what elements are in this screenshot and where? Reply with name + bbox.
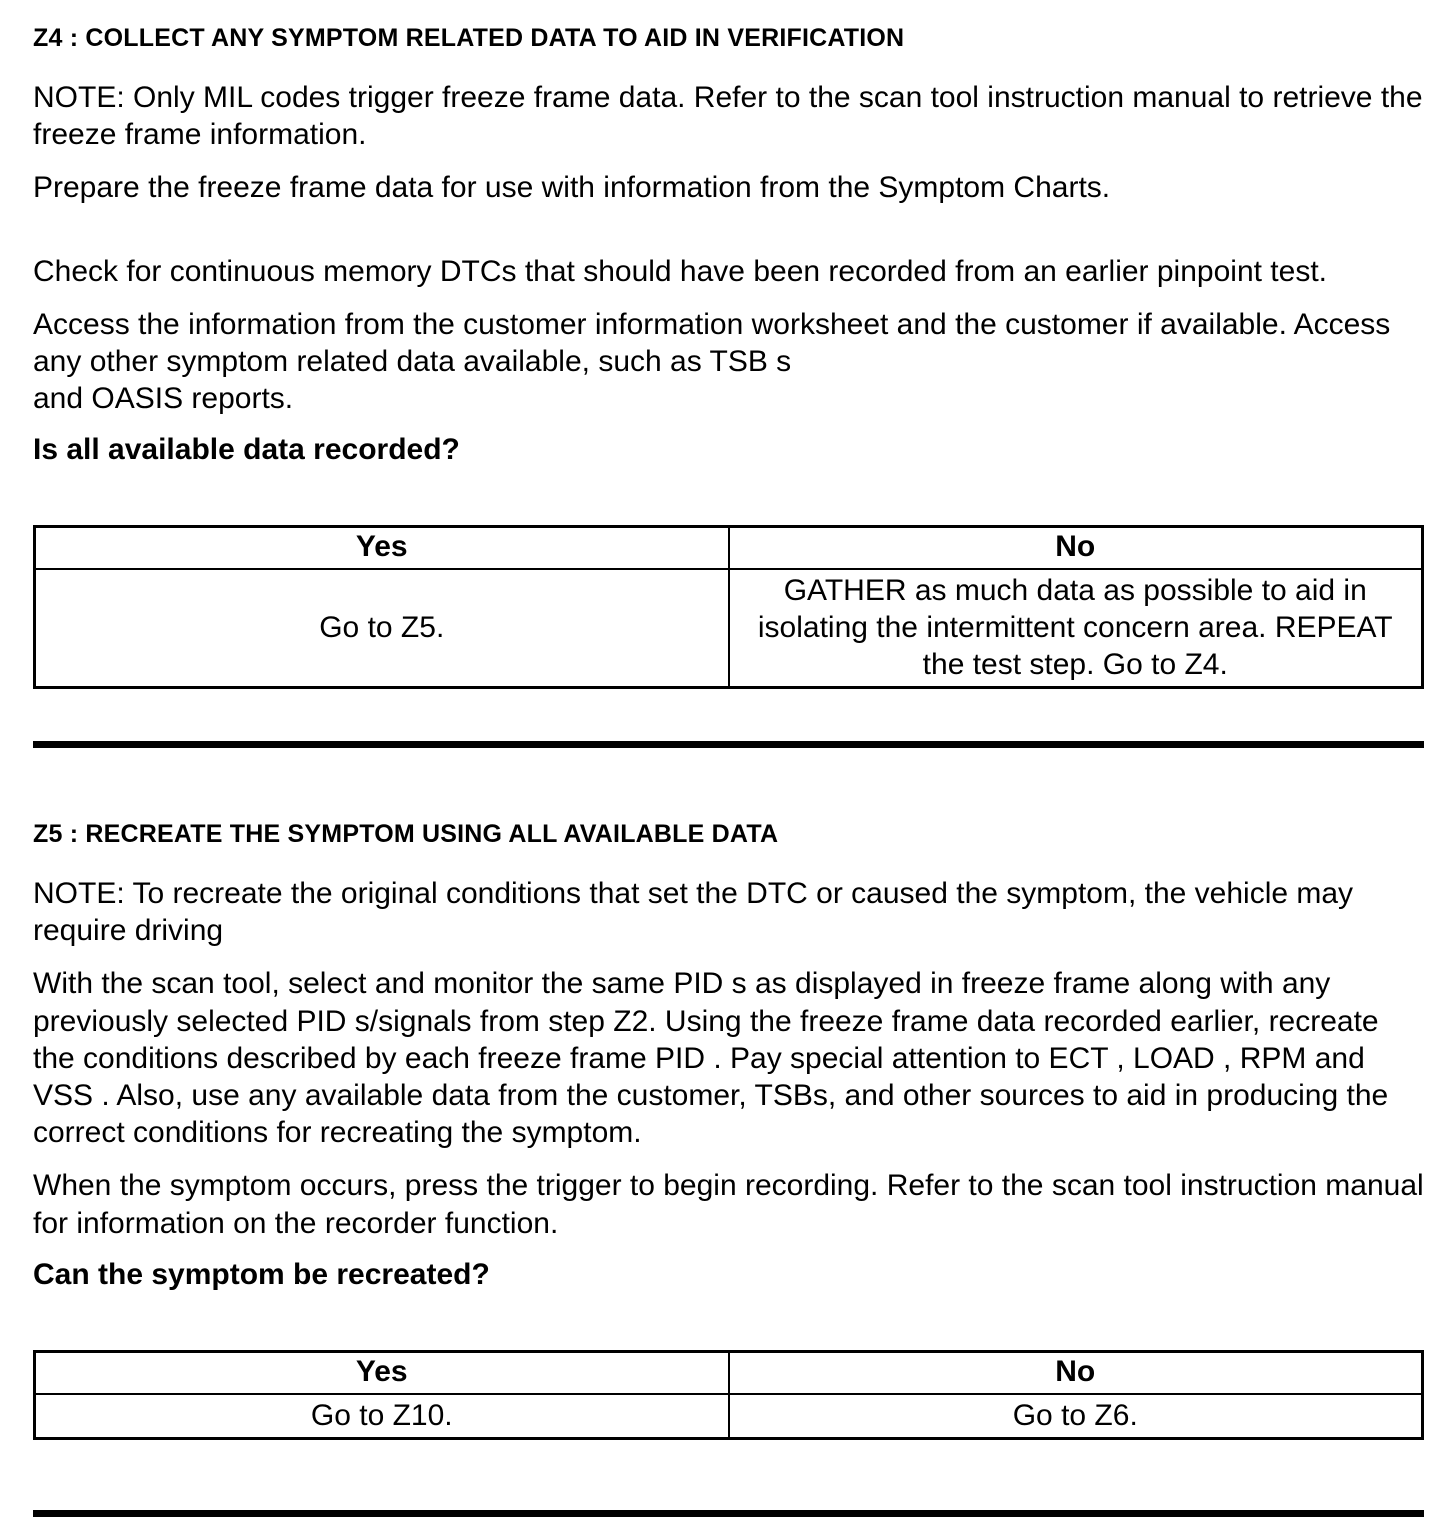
- z4-check-paragraph: Check for continuous memory DTCs that should have been recorded from an earlier pinpoint test.: [33, 254, 1327, 288]
- z5-trigger-paragraph: When the symptom occurs, press the trigger to begin recording. Refer to the scan tool instruction manual for information on the recorder function.: [33, 1169, 1424, 1240]
- section-z5: [33, 820, 1424, 1440]
- z5-no-header: No: [729, 1351, 1423, 1394]
- z4-yes-action: Go to Z5.: [35, 569, 729, 687]
- z5-table-header-row: [35, 1351, 1423, 1394]
- z4-access-line-2: and OASIS reports.: [33, 382, 294, 416]
- z4-access-line-1: Access the information from the customer information worksheet and the customer if available. Access any other symptom related data available, such as TSB s: [33, 307, 1391, 378]
- section-z4: [33, 24, 1424, 689]
- z4-prepare-paragraph: Prepare the freeze frame data for use with information from the Symptom Charts.: [33, 171, 1111, 205]
- z5-yes-action: Go to Z10.: [35, 1394, 729, 1439]
- z5-no-action: Go to Z6.: [729, 1394, 1423, 1439]
- z5-note-paragraph: NOTE: To recreate the original conditions that set the DTC or caused the symptom, the vehicle may require driving: [33, 877, 1354, 948]
- z4-table-header-row: [35, 527, 1423, 570]
- z4-result-table: [33, 525, 1424, 689]
- z4-question: Is all available data recorded?: [33, 433, 460, 467]
- section-divider: [33, 741, 1424, 748]
- z5-scan-tool-paragraph: With the scan tool, select and monitor the same PID s as displayed in freeze frame along with any previously selected PID s/signals from step Z2. Using the freeze frame data recorded earlier, recreate the conditions described by each freeze frame PID . Pay special attention to ECT , LOAD , RPM and VSS . Also, use any available data from the customer, TSBs, and other sources to aid in producing the correct conditions for recreating the symptom.: [33, 967, 1389, 1150]
- z4-note-paragraph: NOTE: Only MIL codes trigger freeze frame data. Refer to the scan tool instruction manual to retrieve the freeze frame information.: [33, 81, 1423, 152]
- step-z4-heading: Z4 : COLLECT ANY SYMPTOM RELATED DATA TO AID IN VERIFICATION: [33, 24, 905, 52]
- z4-table-row: [35, 569, 1423, 687]
- step-z5-heading: Z5 : RECREATE THE SYMPTOM USING ALL AVAILABLE DATA: [33, 820, 779, 849]
- z4-access-paragraph: [33, 306, 1424, 418]
- z4-no-action: GATHER as much data as possible to aid in isolating the intermittent concern area. REPEAT the test step. Go to Z4.: [729, 569, 1423, 687]
- page-end-rule: [33, 1510, 1424, 1517]
- z4-yes-header: Yes: [35, 527, 729, 570]
- z4-no-header: No: [729, 527, 1423, 570]
- z5-table-row: [35, 1394, 1423, 1439]
- z5-yes-header: Yes: [35, 1351, 729, 1394]
- z5-question: Can the symptom be recreated?: [33, 1257, 490, 1291]
- z5-result-table: [33, 1350, 1424, 1441]
